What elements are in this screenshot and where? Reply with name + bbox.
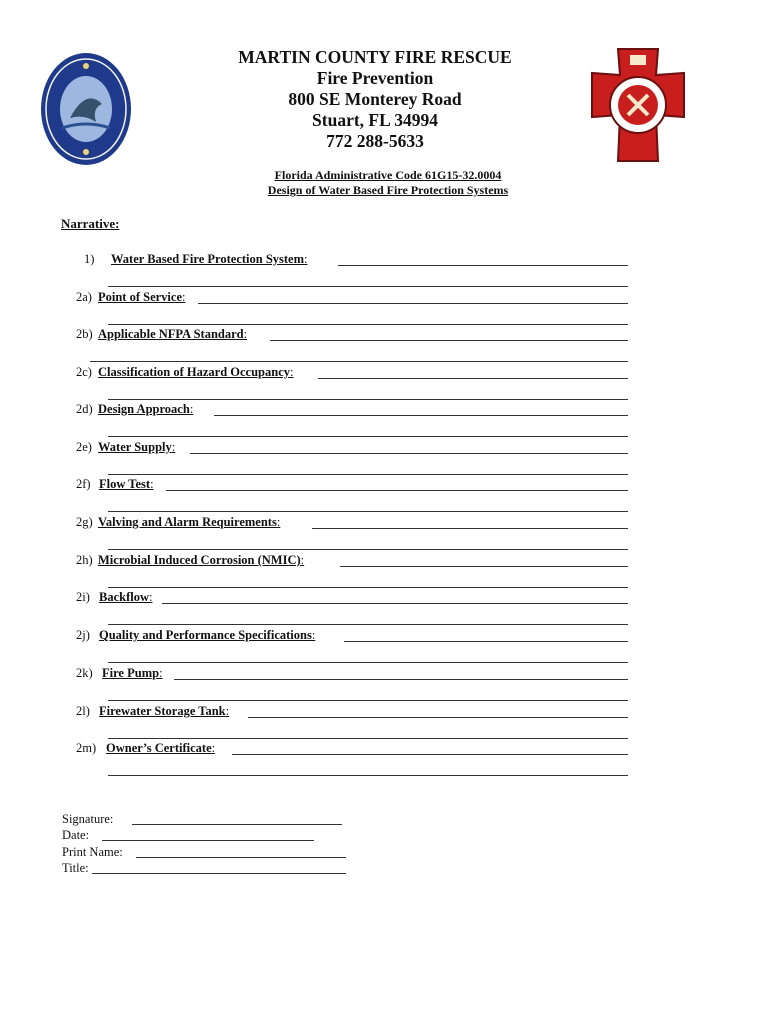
item-number: 2h) [76,553,93,567]
item-answer-line[interactable] [340,566,628,567]
item-label: Design Approach: [98,402,194,416]
item-answer-line-continued[interactable] [108,624,628,625]
item-answer-line[interactable] [174,679,628,680]
form-item [0,741,770,758]
form-item [0,515,770,532]
county-seal-icon [40,52,132,166]
item-answer-line-continued[interactable] [108,700,628,701]
item-label: Firewater Storage Tank: [99,704,230,718]
item-number: 2d) [76,402,93,416]
code-reference [200,168,576,198]
item-answer-line[interactable] [198,303,628,304]
item-answer-line[interactable] [166,490,628,491]
item-number: 2m) [76,741,97,755]
item-label: Classification of Hazard Occupancy: [98,365,294,379]
print-name-field[interactable] [136,857,346,858]
item-answer-line-continued[interactable] [108,436,628,437]
signature-label: Signature: [62,812,114,826]
item-number: 2i) [76,590,90,604]
form-item [0,252,770,269]
item-number: 2b) [76,327,93,341]
item-answer-line-continued[interactable] [108,474,628,475]
date-label: Date: [62,828,90,842]
item-number: 1) [84,252,95,266]
item-number: 2e) [76,440,92,454]
item-number: 2c) [76,365,92,379]
signature-row [62,812,462,828]
fire-rescue-badge-icon [588,45,688,165]
item-answer-line[interactable] [312,528,628,529]
agency-header [210,47,540,152]
item-number: 2a) [76,290,92,304]
item-answer-line[interactable] [344,641,628,642]
form-item [0,666,770,683]
agency-name: MARTIN COUNTY FIRE RESCUE [238,47,512,67]
item-answer-line-continued[interactable] [108,324,628,325]
signature-field[interactable] [132,824,342,825]
item-label: Point of Service: [98,290,186,304]
division-name: Fire Prevention [316,68,434,88]
form-item [0,477,770,494]
item-number: 2j) [76,628,90,642]
item-answer-line[interactable] [338,265,628,266]
code-title: Florida Administrative Code 61G15-32.0004 [274,168,502,182]
narrative-heading: Narrative: [61,216,120,231]
item-answer-line[interactable] [318,378,628,379]
title-row [62,861,462,877]
item-answer-line[interactable] [214,415,628,416]
item-answer-line-continued[interactable] [108,587,628,588]
item-label: Backflow: [99,590,153,604]
form-item [0,290,770,307]
form-item [0,628,770,645]
item-number: 2f) [76,477,91,491]
item-answer-line-continued[interactable] [128,361,628,362]
item-answer-line-continued[interactable] [108,511,628,512]
item-answer-line-continued[interactable] [108,399,628,400]
item-answer-line[interactable] [190,453,628,454]
item-answer-line[interactable] [248,717,628,718]
item-label: Water Supply: [98,440,176,454]
item-answer-line-continued[interactable] [108,662,628,663]
form-item [0,402,770,419]
form-item [0,440,770,457]
item-label: Microbial Induced Corrosion (NMIC): [98,553,305,567]
item-label: Quality and Performance Specifications: [99,628,316,642]
item-label: Water Based Fire Protection System: [111,252,308,266]
date-row [62,828,462,844]
item-number: 2g) [76,515,93,529]
code-subtitle: Design of Water Based Fire Protection Systems [267,183,509,197]
form-item [0,590,770,607]
item-label: Valving and Alarm Requirements: [98,515,281,529]
item-label: Fire Pump: [102,666,163,680]
print-name-label: Print Name: [62,845,123,859]
print-name-row [62,845,462,861]
form-item [0,327,770,344]
item-answer-line-continued[interactable] [108,286,628,287]
item-answer-line-continued[interactable] [108,549,628,550]
item-answer-line[interactable] [270,340,628,341]
item-answer-line-continued[interactable] [108,775,628,776]
item-answer-line[interactable] [162,603,628,604]
street-address: 800 SE Monterey Road [288,89,462,109]
item-number: 2k) [76,666,93,680]
item-number: 2l) [76,704,90,718]
item-label: Owner’s Certificate: [106,741,216,755]
form-item [0,365,770,382]
city-state-zip: Stuart, FL 34994 [312,110,438,130]
item-label: Flow Test: [99,477,154,491]
form-item [0,553,770,570]
item-answer-stub [90,361,130,362]
phone-number: 772 288-5633 [326,131,424,151]
title-label: Title: [62,861,89,875]
item-label: Applicable NFPA Standard: [98,327,248,341]
title-field[interactable] [92,873,346,874]
date-field[interactable] [102,840,314,841]
form-item [0,704,770,721]
item-answer-line-continued[interactable] [108,738,628,739]
item-answer-line[interactable] [232,754,628,755]
